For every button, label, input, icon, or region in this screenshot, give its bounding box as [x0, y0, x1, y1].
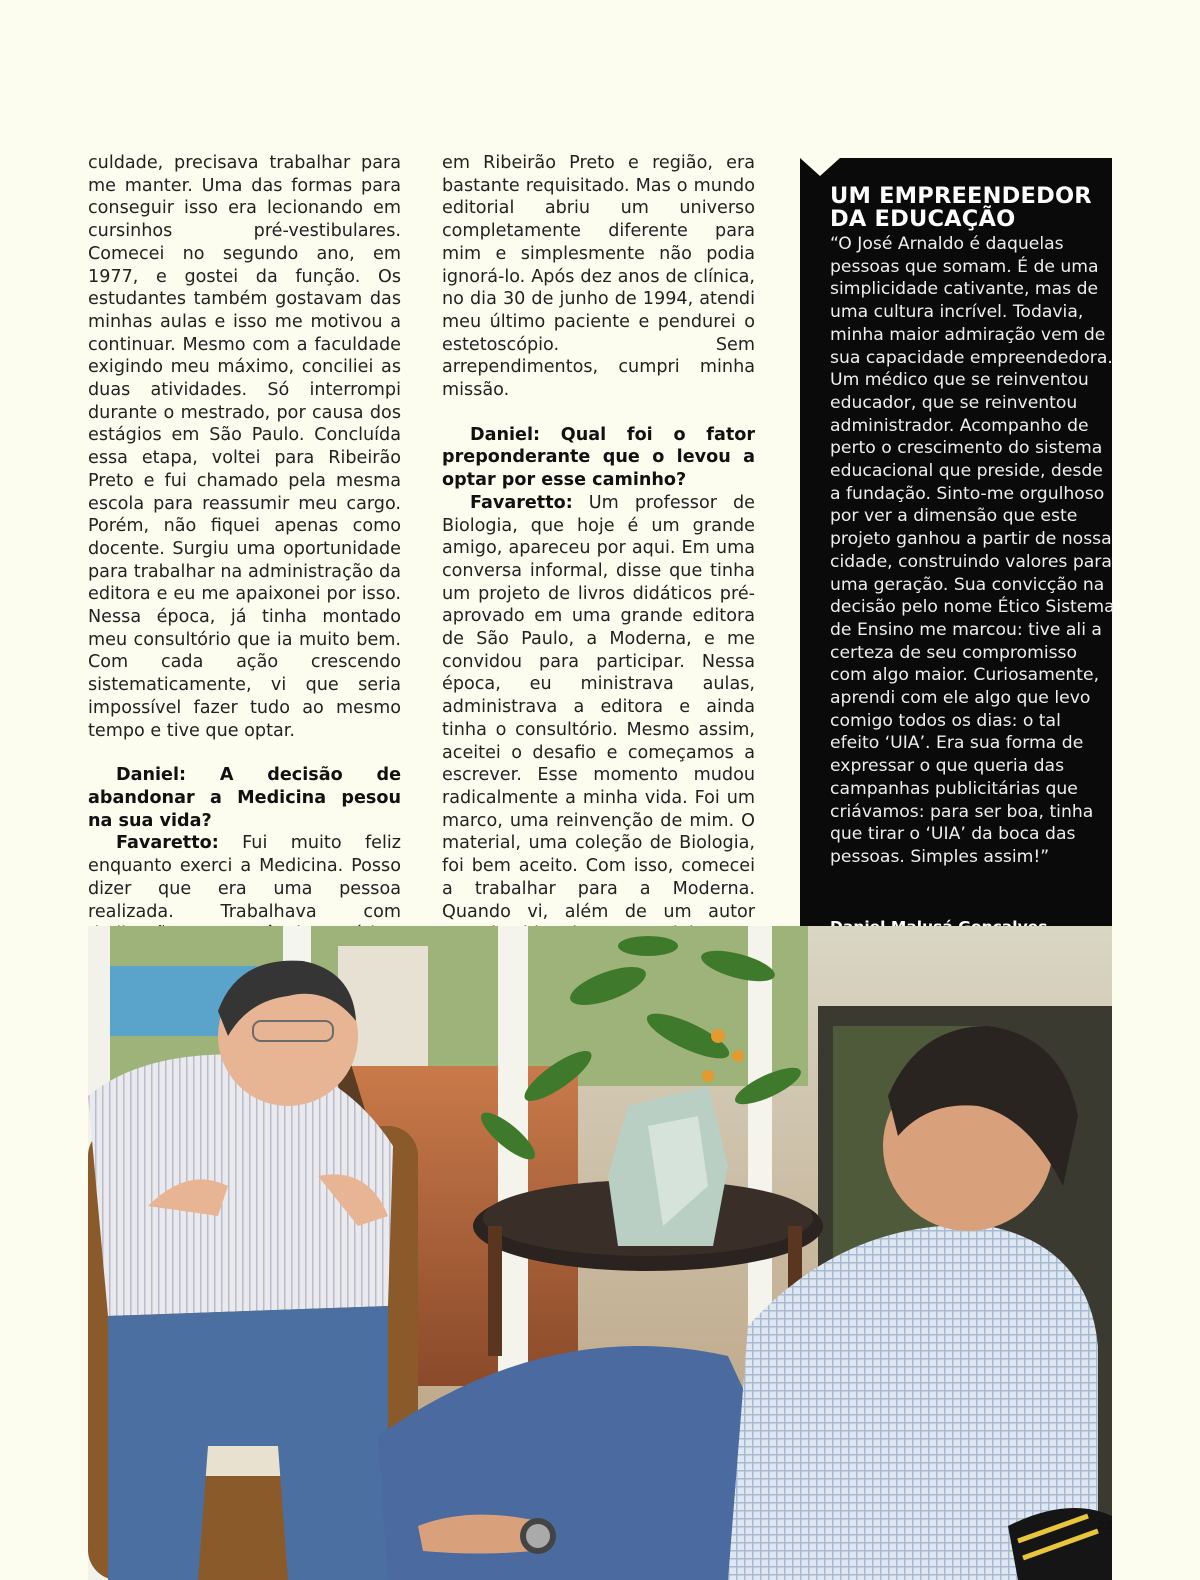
interview-question: Daniel: A decisão de abandonar a Medicina pesou na sua vida? — [88, 765, 401, 831]
answer-text: Um professor de Biologia, que hoje é um grande amigo, apareceu por aqui. Em uma conversa informal, disse que tinha um projeto de livros didáticos pré-aprovado em uma grande editora de São Paulo, a Moderna, e me convidou para participar. Nessa época, eu ministrava aulas, administrava a editora e ainda tinha o consultório. Mesmo assim, aceitei o desafio e começamos a escrever. Esse momento mudou radicalmente a minha vida. Foi um marco, uma reinvenção de mim. O material, uma coleção de Biologia, foi bem aceito. Com isso, comecei a trabalhar para a Moderna. Quando vi, além de um autor — [442, 492, 755, 922]
speaker-label: Favaretto: — [470, 492, 573, 513]
photo-illustration — [88, 926, 1112, 1580]
interview-answer — [442, 492, 755, 991]
article-column-left — [88, 152, 401, 1014]
sidebar-testimonial — [800, 158, 1115, 1018]
speaker-label: Favaretto: — [116, 833, 219, 854]
answer-text: Fui muito feliz enquanto exerci a Medicina. Posso dizer que era uma pessoa realizada. Trabalhava com — [88, 833, 401, 922]
sidebar-quote: “O José Arnaldo é daquelas pessoas que somam. É de uma simplicidade cativante, mas de uma cultura incrível. Todavia, minha maior admiração vem de sua capacidade empreendedora. Um médico que se reinventou educador, que se reinventou administrador. Acompanho de perto o crescimento do sistema educacional que preside, desde a fundação. Sinto-me orgulhoso por ver a dimensão que este projeto ganhou a partir de nossa cidade, construindo valores para uma geração. Sua convicção na decisão pelo nome Ético Sistema de Ensino me marcou: tive ali a certeza de seu compromisso com algo maior. Curiosamente, aprendi com ele algo que levo comigo todos os dias: o tal efeito ‘UIA’. Era sua forma de expressar o que queria das campanhas publicitárias que criávamos: para ser boa, tinha que tirar o ‘UIA’ da boca das pessoas. Simples assim!” — [830, 234, 1115, 867]
paragraph: em Ribeirão Preto e região, era bastante requisitado. Mas o mundo editorial abriu um universo completamente diferente para mim e simplesmente não podia ignorá-lo. Após dez anos de clínica, no dia 30 de junho de 1994, atendi meu último paciente e pendurei o estetoscópio. Sem arrependimentos, cumpri minha missão. — [442, 153, 755, 401]
sidebar-title: UM EMPREENDEDOR DA EDUCAÇÃO — [830, 183, 1092, 232]
paragraph: culdade, precisava trabalhar para me manter. Uma das formas para conseguir isso era lecionando em cursinhos pré-vestibulares. Comecei no segundo ano, em 1977, e gostei da função. Os estudantes também gostavam das minhas aulas e isso me motivou a continuar. Mesmo com a faculdade exigindo meu máximo, conciliei as duas atividades. Só interrompi durante o mestrado, por causa dos estágios em São Paulo. Concluída essa etapa, voltei para Ribeirão Preto e fui chamado pela mesma escola para reassumir meu cargo. Porém, não fiquei apenas como docente. Surgiu uma oportunidade para trabalhar na administração da editora e eu me apaixonei por isso. Nessa época, já tinha montado meu consultório que ia muito bem. Com cada ação crescendo sistematicamente, vi que seria impossível fazer tudo ao mesmo tempo e tive que optar. — [88, 153, 401, 741]
page-number: 23 — [1097, 1519, 1113, 1532]
interview-question: Daniel: Qual foi o fator preponderante que o levou a optar por esse caminho? — [442, 424, 755, 491]
article-column-middle — [442, 152, 755, 991]
interview-photo — [88, 926, 1112, 1580]
sidebar-notch — [800, 158, 840, 176]
